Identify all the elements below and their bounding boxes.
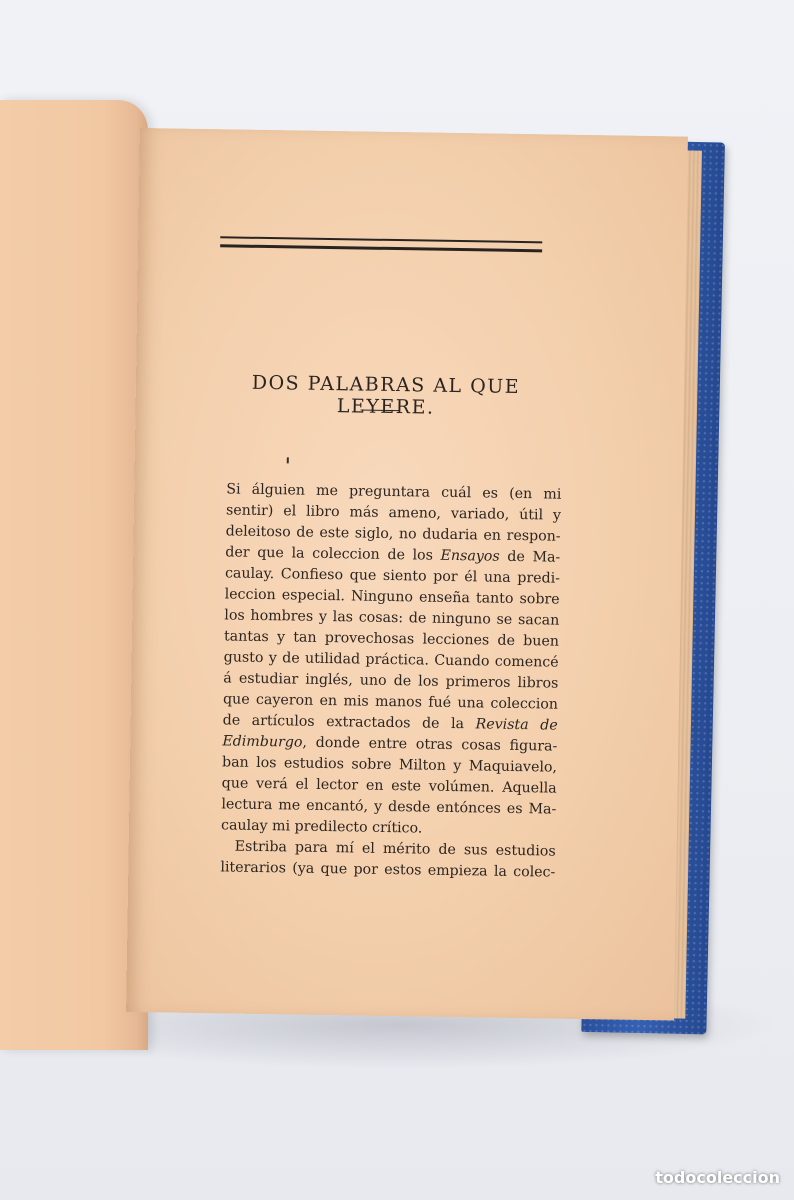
paragraph-line: ban los estudios sobre Milton y Maquiavelo,	[221, 754, 558, 776]
paragraph-line: tantas y tan provechosas lecciones de buen	[223, 628, 560, 650]
paragraph-line: literarios (ya que por estos empieza la colec-	[220, 859, 556, 881]
top-double-rule	[220, 236, 542, 252]
paragraph-line: que verá el lector en este volúmen. Aquella	[221, 775, 557, 797]
paragraph-line: que cayeron en mis manos fué una coleccion	[222, 691, 559, 713]
line-text: de artículos extractados de la	[222, 712, 476, 733]
watermark-logo: todocoleccion	[655, 1168, 780, 1187]
ink-speck	[287, 457, 289, 463]
line-text: de Ma-	[499, 548, 561, 566]
italic-title: Ensayos	[440, 547, 500, 565]
italic-title: Revista de	[475, 716, 558, 734]
paragraph-line: deleitoso de este siglo, no dudaria en respon-	[225, 523, 561, 545]
paragraph-line: caulay mi predilecto crítico.	[220, 817, 423, 837]
paragraph-line: á estudiar inglés, uno de los primeros libros	[223, 670, 559, 692]
page-heading: DOS PALABRAS AL QUE LEYERE.	[251, 371, 521, 419]
paragraph-line: Si álguien me preguntara cuál es (en mi	[226, 481, 562, 503]
paragraph-line: gusto y de utilidad práctica. Cuando comencé	[223, 649, 559, 671]
paragraph-line: sentir) el libro más ameno, variado, útil y	[225, 502, 562, 524]
paragraph-line: lectura me encantó, y desde entónces es Ma-	[221, 796, 557, 818]
paragraph-line: Estriba para mí el mérito de sus estudios	[234, 838, 556, 860]
right-page	[126, 128, 688, 1020]
body-paragraph	[220, 479, 561, 883]
left-page	[0, 100, 148, 1050]
paragraph-line: leccion especial. Ninguno enseña tanto sobre	[224, 586, 560, 608]
paragraph-line: los hombres y las cosas: de ninguno se sacan	[224, 607, 560, 629]
paragraph-line: caulay. Confieso que siento por él una predi-	[224, 565, 561, 587]
italic-title: Edimburgo	[222, 733, 303, 751]
line-text: , donde entre otras cosas figura-	[302, 734, 558, 755]
line-text: der que la coleccion de los	[225, 544, 441, 564]
